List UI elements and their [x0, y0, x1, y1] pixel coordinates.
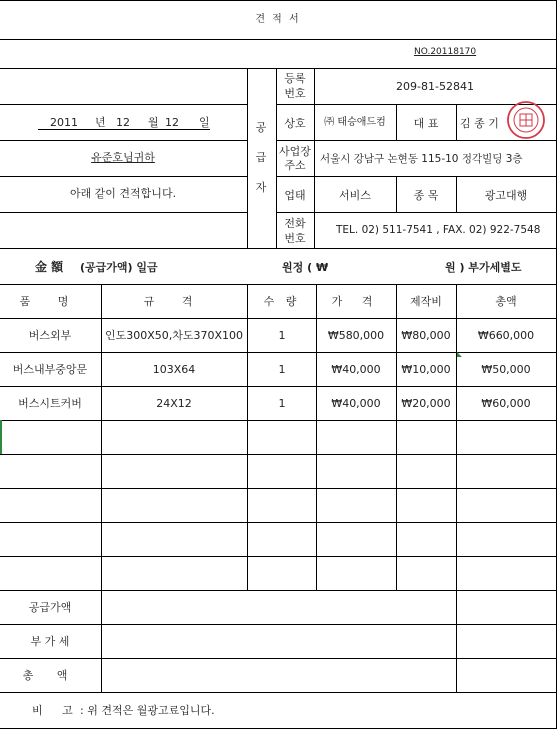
- table-cell: ₩60,000: [481, 397, 531, 410]
- table-cell: ₩10,000: [401, 363, 451, 376]
- header-price: 가 격: [331, 295, 381, 308]
- supplier-label-2: 급: [255, 151, 267, 164]
- tel-label-1: 전화: [284, 217, 306, 230]
- recipient: 유준호님귀하: [91, 151, 155, 164]
- address-label-2: 주소: [284, 159, 306, 172]
- date-day-unit: 일: [199, 116, 210, 129]
- total-label: 총 액: [22, 669, 78, 682]
- table-cell: ₩40,000: [331, 363, 381, 376]
- reg-label-2: 번호: [284, 87, 306, 100]
- document-title: 견 적 서: [255, 14, 301, 25]
- table-cell: 1: [278, 329, 286, 342]
- table-cell: 24X12: [156, 397, 192, 410]
- reg-label-1: 등록: [284, 72, 306, 85]
- tel-fax: TEL. 02) 511-7541 , FAX. 02) 922-7548: [336, 224, 541, 236]
- ceo-label: 대 표: [413, 117, 439, 130]
- header-qty: 수 량: [263, 295, 301, 308]
- table-cell: ₩40,000: [331, 397, 381, 410]
- table-cell: 1: [278, 397, 286, 410]
- date-month: 12: [116, 116, 130, 129]
- note-label: 비 고: [32, 704, 81, 717]
- address-label-1: 사업장: [279, 145, 311, 158]
- table-cell: ₩50,000: [481, 363, 531, 376]
- vat-label: 부 가 세: [30, 635, 70, 648]
- table-cell: 버스외부: [28, 329, 72, 342]
- business-type-label: 업태: [284, 189, 306, 202]
- document-number: NO.20118170: [414, 47, 477, 57]
- business-type: 서비스: [339, 189, 371, 202]
- table-cell: ₩580,000: [327, 329, 385, 342]
- ceo-name: 김 종 기: [460, 117, 499, 130]
- table-cell: ₩80,000: [401, 329, 451, 342]
- supply-value-label: 공급가액: [28, 601, 72, 614]
- table-cell: 인도300X50,차도370X100: [104, 329, 244, 342]
- comment-marker: [457, 352, 462, 357]
- table-cell: 버스시트커버: [18, 397, 82, 410]
- company-seal-stamp: [506, 100, 546, 140]
- business-item-label: 종 목: [413, 189, 439, 202]
- company-name: ㈜ 태승애드컴: [324, 117, 386, 128]
- supplier-label-3: 자: [255, 181, 267, 194]
- amount-label-rest: (공급가액) 일금: [80, 261, 158, 274]
- registration-number: 209-81-52841: [396, 80, 474, 93]
- table-cell: ₩20,000: [401, 397, 451, 410]
- date-year-unit: 년: [95, 116, 106, 129]
- note-text: : 위 견적은 월광고료입니다.: [80, 704, 215, 717]
- business-address: 서울시 강남구 논현동 115-10 정각빌딩 3층: [320, 153, 523, 165]
- date-month-unit: 월: [148, 116, 159, 129]
- table-cell: 103X64: [152, 363, 196, 376]
- header-spec: 규 격: [143, 295, 205, 308]
- supplier-label-1: 공: [255, 121, 267, 134]
- tel-label-2: 번호: [284, 232, 306, 245]
- company-label: 상호: [284, 117, 306, 130]
- amount-won-close: 원 ) 부가세별도: [445, 261, 522, 274]
- header-production-cost: 제작비: [410, 295, 442, 308]
- table-cell: 버스내부중앙문: [12, 363, 88, 376]
- table-cell: ₩660,000: [477, 329, 535, 342]
- amount-label: 金 額: [35, 260, 64, 274]
- date-year: 2011: [50, 116, 78, 129]
- business-item: 광고대행: [484, 189, 528, 202]
- intro-text: 아래 같이 견적합니다.: [69, 187, 177, 200]
- date-day: 12: [165, 116, 179, 129]
- amount-won: 원정 ( ₩: [282, 261, 329, 274]
- header-total: 총액: [495, 295, 517, 308]
- table-cell: 1: [278, 363, 286, 376]
- header-item: 품 명: [19, 295, 81, 308]
- cell-marker: [0, 420, 2, 454]
